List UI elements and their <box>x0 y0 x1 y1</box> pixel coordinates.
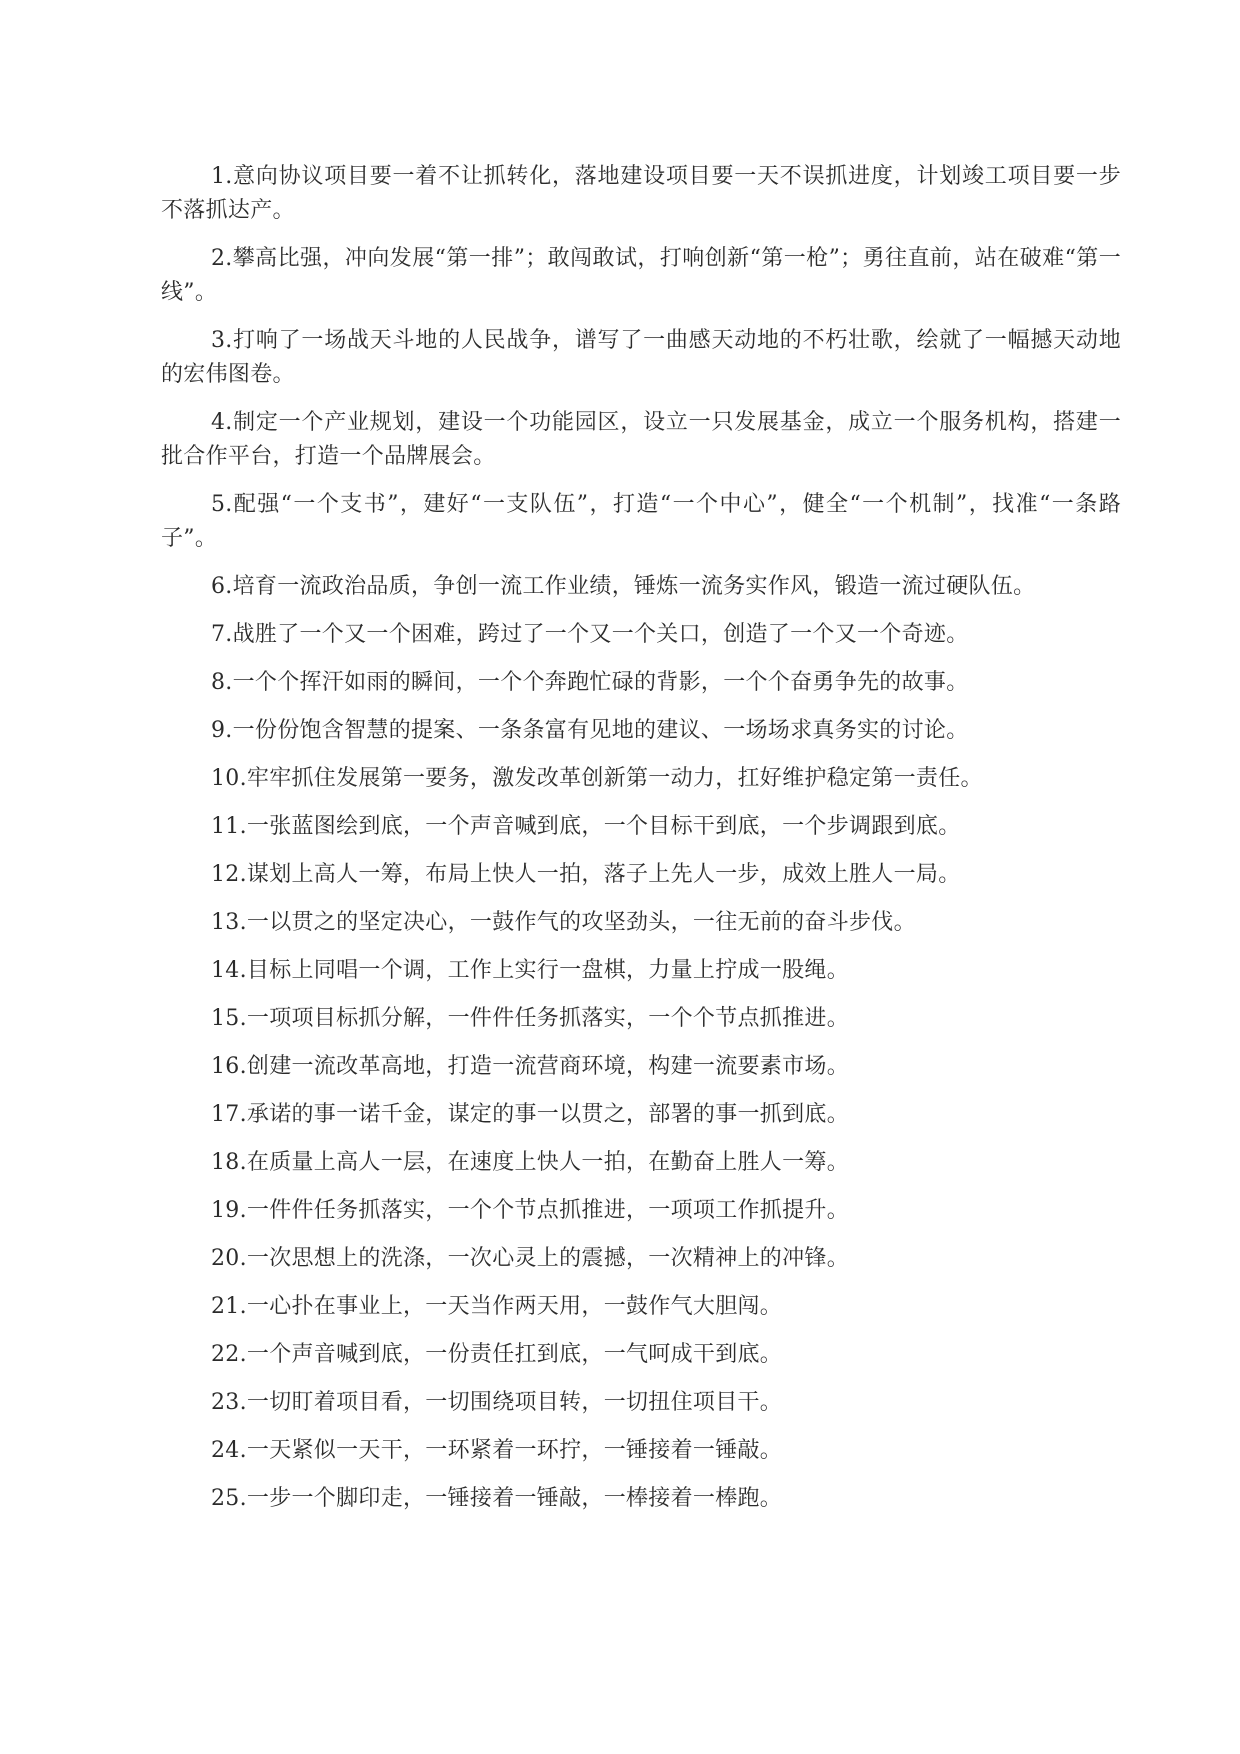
item-text: 一以贯之的坚定决心，一鼓作气的攻坚劲头，一往无前的奋斗步伐。 <box>246 910 916 935</box>
item-number: 18. <box>211 1150 247 1175</box>
item-text: 一份份饱含智慧的提案、一条条富有见地的建议、一场场求真务实的讨论。 <box>232 718 969 743</box>
list-item <box>161 160 1121 228</box>
item-number: 19. <box>211 1198 247 1223</box>
list-item <box>161 1290 1121 1324</box>
list-item <box>161 488 1121 556</box>
item-number: 5. <box>211 492 233 517</box>
document-body <box>161 160 1121 1530</box>
list-item <box>161 666 1121 700</box>
item-number: 25. <box>211 1486 247 1511</box>
item-text: 意向协议项目要一着不让抓转化，落地建设项目要一天不误抓进度，计划竣工项目要一步不落抓达产。 <box>161 164 1121 223</box>
item-text: 制定一个产业规划，建设一个功能园区，设立一只发展基金，成立一个服务机构，搭建一批合作平台，打造一个品牌展会。 <box>161 410 1121 469</box>
list-item <box>161 714 1121 748</box>
list-item <box>161 1386 1121 1420</box>
item-number: 24. <box>211 1438 247 1463</box>
item-text: 牢牢抓住发展第一要务，激发改革创新第一动力，扛好维护稳定第一责任。 <box>246 766 983 791</box>
item-text: 承诺的事一诺千金，谋定的事一以贯之，部署的事一抓到底。 <box>246 1102 849 1127</box>
list-item <box>161 242 1121 310</box>
list-item <box>161 1098 1121 1132</box>
item-number: 22. <box>211 1342 247 1367</box>
item-text: 一张蓝图绘到底，一个声音喊到底，一个目标干到底，一个步调跟到底。 <box>246 814 961 839</box>
list-item <box>161 762 1121 796</box>
item-text: 一步一个脚印走，一锤接着一锤敲，一棒接着一棒跑。 <box>246 1486 783 1511</box>
item-number: 6. <box>211 574 233 599</box>
item-text: 一天紧似一天干，一环紧着一环拧，一锤接着一锤敲。 <box>246 1438 783 1463</box>
item-number: 12. <box>211 862 247 887</box>
item-number: 16. <box>211 1054 247 1079</box>
list-item <box>161 1146 1121 1180</box>
list-item <box>161 1338 1121 1372</box>
list-item <box>161 570 1121 604</box>
list-item <box>161 618 1121 652</box>
item-number: 13. <box>211 910 247 935</box>
item-number: 10. <box>211 766 247 791</box>
item-number: 17. <box>211 1102 247 1127</box>
item-text: 培育一流政治品质，争创一流工作业绩，锤炼一流务实作风，锻造一流过硬队伍。 <box>232 574 1036 599</box>
item-number: 11. <box>211 814 247 839</box>
item-text: 一次思想上的洗涤，一次心灵上的震撼，一次精神上的冲锋。 <box>246 1246 849 1271</box>
list-item <box>161 906 1121 940</box>
item-number: 7. <box>211 622 233 647</box>
item-text: 打响了一场战天斗地的人民战争，谱写了一曲感天动地的不朽壮歌，绘就了一幅撼天动地的宏伟图卷。 <box>161 328 1121 387</box>
item-text: 一项项目标抓分解，一件件任务抓落实，一个个节点抓推进。 <box>246 1006 849 1031</box>
list-item <box>161 1050 1121 1084</box>
item-number: 21. <box>211 1294 247 1319</box>
item-text: 创建一流改革高地，打造一流营商环境，构建一流要素市场。 <box>246 1054 849 1079</box>
list-item <box>161 1434 1121 1468</box>
item-number: 20. <box>211 1246 247 1271</box>
item-number: 14. <box>211 958 247 983</box>
list-item <box>161 1242 1121 1276</box>
list-item <box>161 406 1121 474</box>
item-text: 一切盯着项目看，一切围绕项目转，一切扭住项目干。 <box>246 1390 783 1415</box>
item-number: 23. <box>211 1390 247 1415</box>
item-number: 3. <box>211 328 233 353</box>
item-text: 一心扑在事业上，一天当作两天用，一鼓作气大胆闯。 <box>246 1294 783 1319</box>
item-text: 攀高比强，冲向发展“第一排”；敢闯敢试，打响创新“第一枪”；勇往直前，站在破难“第一线”。 <box>161 246 1121 305</box>
item-text: 战胜了一个又一个困难，跨过了一个又一个关口，创造了一个又一个奇迹。 <box>232 622 969 647</box>
list-item <box>161 1002 1121 1036</box>
item-number: 8. <box>211 670 233 695</box>
item-text: 一件件任务抓落实，一个个节点抓推进，一项项工作抓提升。 <box>246 1198 849 1223</box>
item-text: 在质量上高人一层，在速度上快人一拍，在勤奋上胜人一筹。 <box>246 1150 849 1175</box>
item-text: 谋划上高人一筹，布局上快人一拍，落子上先人一步，成效上胜人一局。 <box>246 862 961 887</box>
item-text: 一个个挥汗如雨的瞬间，一个个奔跑忙碌的背影，一个个奋勇争先的故事。 <box>232 670 969 695</box>
item-text: 目标上同唱一个调，工作上实行一盘棋，力量上拧成一股绳。 <box>246 958 849 983</box>
item-number: 4. <box>211 410 233 435</box>
list-item <box>161 1482 1121 1516</box>
list-item <box>161 324 1121 392</box>
item-text: 配强“一个支书”，建好“一支队伍”，打造“一个中心”，健全“一个机制”，找准“一条路子”。 <box>161 492 1121 551</box>
item-number: 2. <box>211 246 233 271</box>
list-item <box>161 810 1121 844</box>
list-item <box>161 954 1121 988</box>
item-number: 15. <box>211 1006 247 1031</box>
list-item <box>161 858 1121 892</box>
item-number: 1. <box>211 164 233 189</box>
list-item <box>161 1194 1121 1228</box>
item-text: 一个声音喊到底，一份责任扛到底，一气呵成干到底。 <box>246 1342 783 1367</box>
item-number: 9. <box>211 718 233 743</box>
